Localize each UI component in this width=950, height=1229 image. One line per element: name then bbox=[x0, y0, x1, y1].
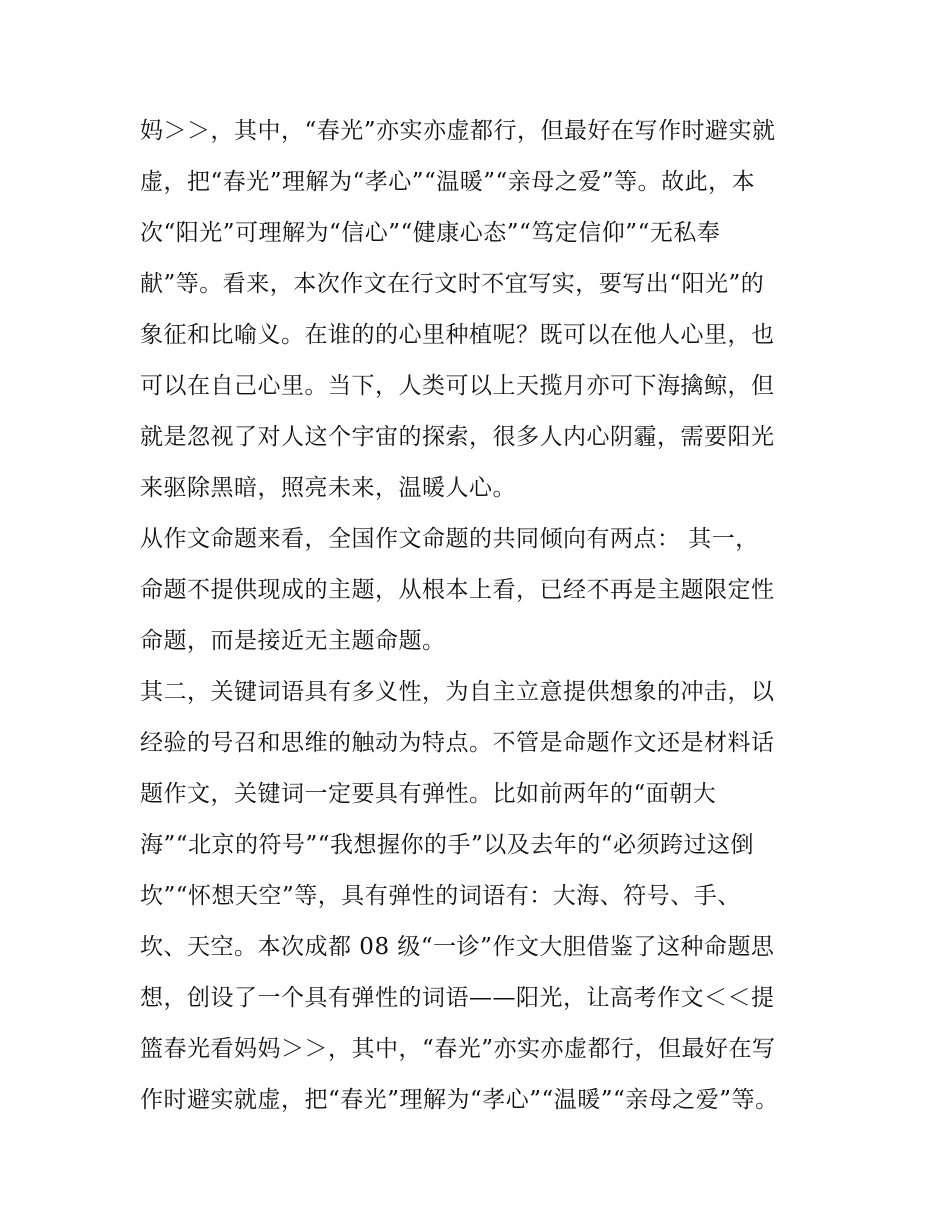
text-line: 作时避实就虚，把“春光”理解为“孝心”“温暖”“亲母之爱”等。 bbox=[140, 1087, 779, 1113]
text-line: 就是忽视了对人这个宇宙的探索，很多人内心阴霾，需要阳光 bbox=[140, 424, 775, 450]
text-line: 命题，而是接近无主题命题。 bbox=[140, 628, 446, 654]
text-line: 坎”“怀想天空”等，具有弹性的词语有：大海、符号、手、 bbox=[140, 883, 741, 909]
text-line: 经验的号召和思维的触动为特点。不管是命题作文还是材料话 bbox=[140, 730, 775, 756]
text-line: 虚，把“春光”理解为“孝心”“温暖”“亲母之爱”等。故此，本 bbox=[140, 169, 756, 195]
text-line: 妈＞＞，其中，“春光”亦实亦虚都行，但最好在写作时避实就 bbox=[140, 118, 776, 144]
text-line: 从作文命题来看，全国作文命题的共同倾向有两点： 其一， bbox=[140, 526, 759, 552]
text-line: 坎、天空。本次成都 08 级“一诊”作文大胆借鉴了这种命题思 bbox=[140, 934, 775, 960]
text-line: 可以在自己心里。当下，人类可以上天揽月亦可下海擒鲸，但 bbox=[140, 373, 775, 399]
text-line: 献”等。看来，本次作文在行文时不宜写实，要写出“阳光”的 bbox=[140, 271, 765, 297]
text-line: 题作文，关键词一定要具有弹性。比如前两年的“面朝大 bbox=[140, 781, 717, 807]
text-line: 象征和比喻义。在谁的的心里种植呢？既可以在他人心里，也 bbox=[140, 322, 775, 348]
text-line: 来驱除黑暗，照亮未来，温暖人心。 bbox=[140, 475, 516, 501]
text-line: 篮春光看妈妈＞＞，其中，“春光”亦实亦虚都行，但最好在写 bbox=[140, 1036, 776, 1062]
text-line: 海”“北京的符号”“我想握你的手”以及去年的“必须跨过这倒 bbox=[140, 832, 755, 858]
text-line: 其二，关键词语具有多义性，为自主立意提供想象的冲击，以 bbox=[140, 679, 775, 705]
document-body bbox=[140, 106, 820, 1126]
text-line: 命题不提供现成的主题，从根本上看，已经不再是主题限定性 bbox=[140, 577, 775, 603]
text-line: 次“阳光”可理解为“信心”“健康心态”“笃定信仰”“无私奉 bbox=[140, 220, 721, 246]
text-line: 想，创设了一个具有弹性的词语——阳光，让高考作文＜＜提 bbox=[140, 985, 775, 1011]
